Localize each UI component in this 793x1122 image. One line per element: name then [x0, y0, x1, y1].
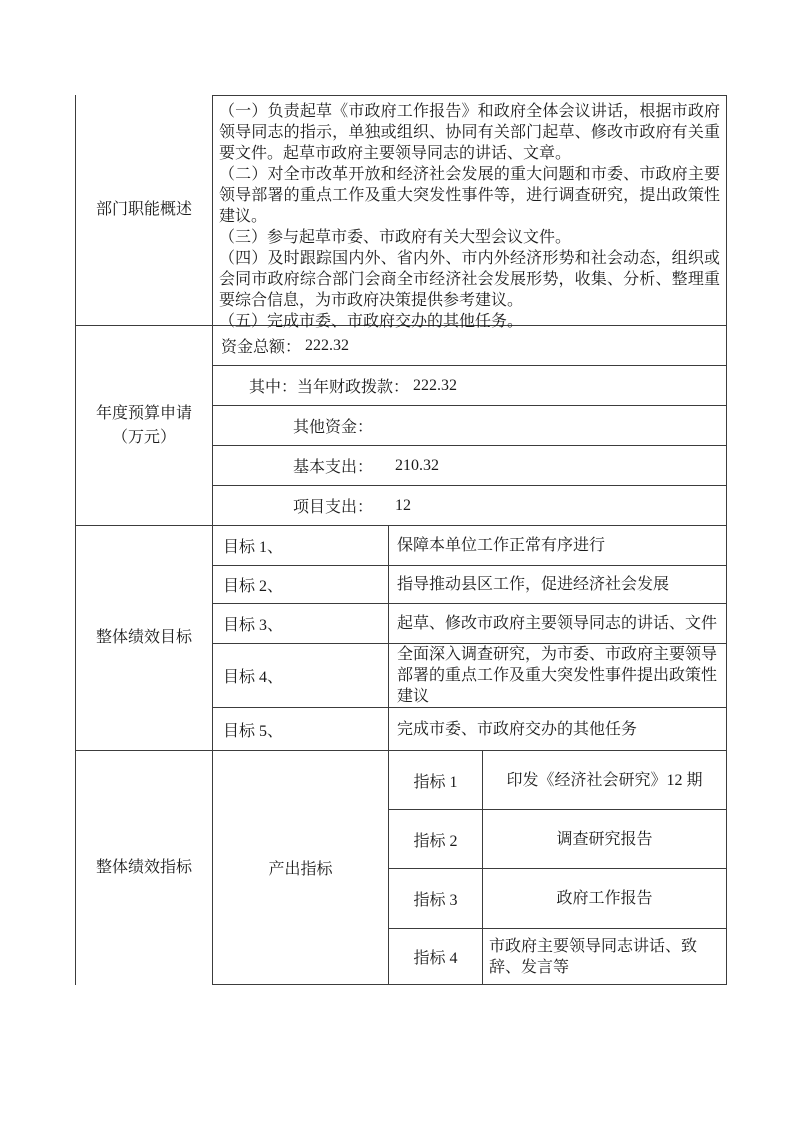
goal-row-4 [213, 644, 726, 708]
indicator-text: 调查研究报告 [556, 830, 653, 848]
budget-row-basic-expenditure [213, 446, 726, 486]
indicator-number: 指标 3 [389, 869, 483, 928]
goal-row-1 [213, 526, 726, 566]
output-indicators-label [213, 751, 389, 984]
performance-goals-label-text: 整体绩效目标 [95, 629, 192, 646]
performance-indicators-label-text: 整体绩效指标 [95, 859, 192, 876]
indicator-number: 指标 2 [389, 810, 483, 868]
budget-value: 12 [395, 496, 412, 514]
indicator-row-3 [389, 869, 726, 929]
goal-text: 起草、修改市政府主要领导同志的讲话、文件 [397, 615, 718, 632]
goal-text: 全面深入调查研究，为市委、市政府主要领导部署的重点工作及重大突发性事件提出政策性建议 [397, 646, 718, 705]
function-paragraph-3: （三）参与起草市委、市政府有关大型会议文件。 [219, 229, 572, 246]
budget-rows [213, 326, 726, 525]
indicator-rows [389, 751, 726, 984]
budget-label: 基本支出： [293, 459, 374, 476]
budget-value: 222.32 [305, 336, 350, 354]
function-paragraph-2: （二）对全市改革开放和经济社会发展的重大问题和市委、市政府主要领导部署的重点工作及重大突发性事件等，进行调查研究，提出政策性建议。 [219, 166, 720, 225]
indicators-right-area [213, 751, 726, 985]
indicator-number: 指标 4 [389, 929, 483, 984]
department-functions-label [76, 95, 213, 325]
budget-label: 其他资金： [293, 419, 374, 436]
goal-row-2 [213, 566, 726, 604]
section-performance-goals [76, 525, 726, 750]
goal-number: 目标 3、 [213, 604, 389, 643]
budget-row-project-expenditure [213, 486, 726, 525]
goal-number: 目标 1、 [213, 526, 389, 565]
section-department-functions [76, 95, 726, 330]
budget-row-total-funds [213, 326, 726, 366]
goal-row-3 [213, 604, 726, 644]
budget-label: 项目支出： [293, 499, 374, 516]
goal-number: 目标 4、 [213, 644, 389, 707]
indicator-row-2 [389, 810, 726, 869]
indicator-text: 印发《经济社会研究》12 期 [506, 771, 703, 789]
indicator-text: 市政府主要领导同志讲话、致辞、发言等 [489, 937, 698, 976]
department-functions-content [213, 95, 726, 330]
indicator-text: 政府工作报告 [556, 890, 653, 907]
section-performance-indicators [76, 750, 726, 985]
budget-row-fiscal-allocation [213, 366, 726, 406]
annual-budget-label-line2: （万元） [111, 428, 176, 446]
goal-number: 目标 2、 [213, 566, 389, 603]
budget-value: 222.32 [413, 376, 458, 394]
performance-goals-label [76, 526, 213, 750]
indicator-row-1 [389, 751, 726, 810]
budget-label: 其中：当年财政拨款： [249, 379, 410, 396]
performance-indicators-label [76, 751, 213, 985]
budget-label: 资金总额： [221, 339, 302, 356]
budget-value: 210.32 [395, 456, 440, 474]
budget-performance-table [75, 95, 727, 985]
goal-text: 完成市委、市政府交办的其他任务 [397, 720, 638, 738]
function-paragraph-5: （五）完成市委、市政府交办的其他任务。 [219, 313, 524, 330]
department-functions-label-text: 部门职能概述 [95, 201, 192, 218]
annual-budget-label [76, 326, 213, 525]
goal-rows [213, 526, 726, 750]
function-paragraph-4: （四）及时跟踪国内外、省内外、市内外经济形势和社会动态，组织或会同市政府综合部门会商全市经济社会发展形势，收集、分析、整理重要综合信息，为市政府决策提供参考建议。 [219, 250, 720, 309]
goal-text: 保障本单位工作正常有序进行 [397, 537, 606, 554]
goal-row-5 [213, 708, 726, 750]
function-paragraph-1: （一）负责起草《市政府工作报告》和政府全体会议讲话，根据市政府领导同志的指示，单独或组织、协同有关部门起草、修改市政府有关重要文件。起草市政府主要领导同志的讲话、文章。 [219, 103, 720, 162]
budget-row-other-funds [213, 406, 726, 446]
annual-budget-label-line1: 年度预算申请 [95, 404, 192, 422]
goal-text: 指导推动县区工作，促进经济社会发展 [397, 576, 670, 593]
indicator-row-4 [389, 929, 726, 984]
goal-number: 目标 5、 [213, 708, 389, 750]
output-indicators-label-text: 产出指标 [268, 861, 333, 878]
section-annual-budget [76, 325, 726, 525]
indicator-number: 指标 1 [389, 751, 483, 809]
